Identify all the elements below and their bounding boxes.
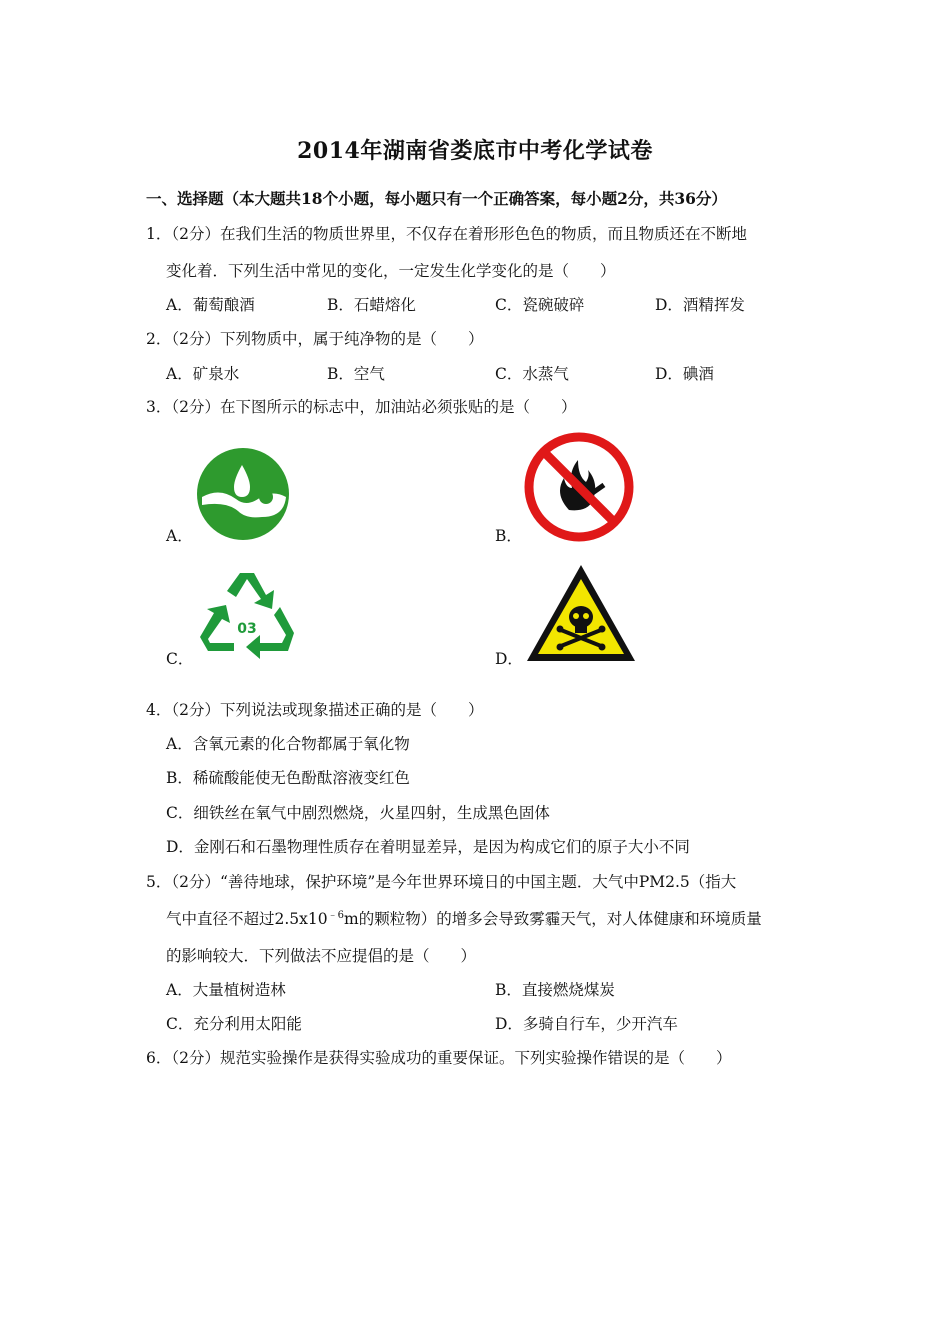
- question-5-line-3: 的影响较大．下列做法不应提倡的是（ ）: [166, 947, 477, 965]
- question-1-option-a: A．葡萄酿酒: [166, 296, 255, 314]
- question-4-line-1: 4．（2分）下列说法或现象描述正确的是（ ）: [146, 701, 484, 719]
- question-1-line-1: 1．（2分）在我们生活的物质世界里，不仅存在着形形色色的物质，而且物质还在不断地: [146, 225, 747, 243]
- no-fire-sign-icon: [524, 432, 634, 542]
- question-2-option-a: A．矿泉水: [166, 365, 240, 383]
- recycle-sign-icon: [196, 567, 298, 663]
- question-4-option-c: C．细铁丝在氧气中剧烈燃烧，火星四射，生成黑色固体: [166, 804, 550, 822]
- question-6-line-1: 6．（2分）规范实验操作是获得实验成功的重要保证。下列实验操作错误的是（ ）: [146, 1049, 732, 1067]
- question-5-exponent: ﹣6: [327, 909, 344, 921]
- question-5-option-d: D．多骑自行车，少开汽车: [495, 1015, 678, 1033]
- question-5-option-b: B．直接燃烧煤炭: [495, 981, 615, 999]
- question-3-option-c: C．: [166, 650, 194, 668]
- question-2-option-d: D．碘酒: [655, 365, 714, 383]
- question-5-option-c: C．充分利用太阳能: [166, 1015, 302, 1033]
- section-heading: 一、选择题（本大题共18个小题，每小题只有一个正确答案，每小题2分，共36分）: [146, 189, 727, 208]
- question-1-option-b: B．石蜡熔化: [327, 296, 416, 314]
- question-1-option-d: D．酒精挥发: [655, 296, 745, 314]
- toxic-sign-icon: [525, 562, 637, 664]
- question-3-option-a: A．: [166, 527, 193, 545]
- question-5-line-2-end: m的颗粒物）的增多会导致雾霾天气，对人体健康和环境质量: [344, 910, 762, 928]
- question-4-option-a: A．含氧元素的化合物都属于氧化物: [166, 735, 410, 753]
- page-title: 2014年湖南省娄底市中考化学试卷: [297, 138, 653, 164]
- question-2-option-c: C．水蒸气: [495, 365, 569, 383]
- question-5-line-2: [166, 909, 762, 929]
- question-4-option-b: B．稀硫酸能使无色酚酞溶液变红色: [166, 769, 410, 787]
- question-1-option-c: C．瓷碗破碎: [495, 296, 585, 314]
- question-3-line-1: 3．（2分）在下图所示的标志中，加油站必须张贴的是（ ）: [146, 398, 577, 416]
- recycle-code-label: 03: [237, 621, 257, 637]
- question-5-line-2-start: 气中直径不超过2.5x10: [166, 910, 328, 928]
- question-2-line-1: 2．（2分）下列物质中，属于纯净物的是（ ）: [146, 330, 484, 348]
- question-4-option-d: D．金刚石和石墨物理性质存在着明显差异，是因为构成它们的原子大小不同: [166, 838, 690, 856]
- question-5-line-1: 5．（2分）“善待地球，保护环境”是今年世界环境日的中国主题．大气中PM2.5（指大: [146, 873, 737, 891]
- question-2-option-b: B．空气: [327, 365, 385, 383]
- question-3-option-b: B．: [495, 527, 522, 545]
- question-3-option-d: D．: [495, 650, 523, 668]
- question-1-line-2: 变化着．下列生活中常见的变化，一定发生化学变化的是（ ）: [166, 262, 616, 280]
- water-saving-sign-icon: [196, 447, 290, 541]
- question-5-option-a: A．大量植树造林: [166, 981, 286, 999]
